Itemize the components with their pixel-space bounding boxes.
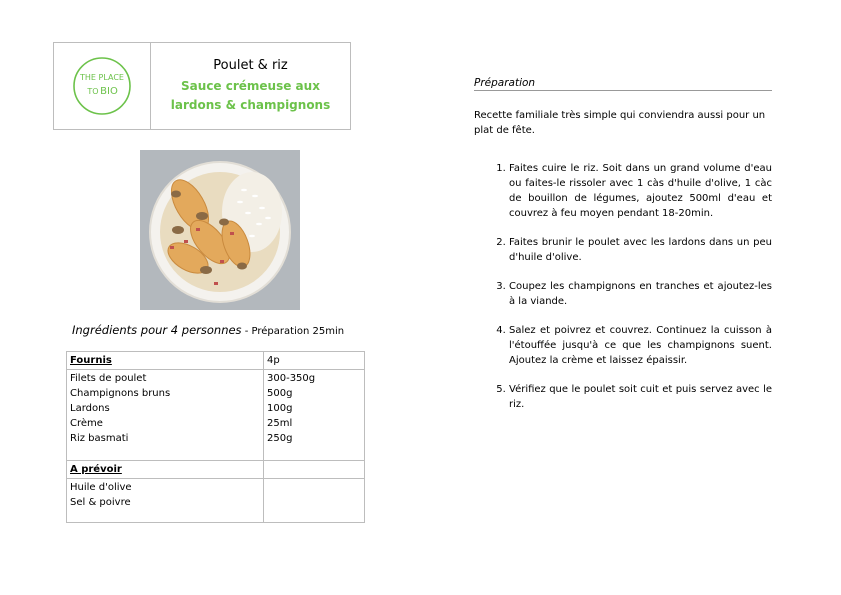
table-row	[67, 461, 365, 479]
empty-cell	[264, 461, 365, 479]
portions: 4p	[267, 355, 280, 366]
portions-cell	[264, 352, 365, 370]
ingredient-qty: 300-350g	[267, 373, 316, 384]
ingredient-name: Filets de poulet	[70, 373, 147, 384]
ingredient-qty: 100g	[267, 403, 293, 414]
prep-time: - Préparation 25min	[241, 326, 345, 337]
ingredient-name: Lardons	[70, 403, 110, 414]
preparation-step: 3. Coupez les champignons en tranches et ajoutez-les à la viande.	[509, 279, 772, 309]
table-row	[67, 352, 365, 370]
provided-label: Fournis	[70, 355, 112, 366]
preparation-intro: Recette familiale très simple qui conviendra aussi pour un plat de fête.	[474, 110, 766, 136]
logo-line-1: THE PLACE	[80, 73, 124, 82]
preparation-step: 1. Faites cuire le riz. Soit dans un grand volume d'eau ou faites-le rissoler avec 1 càs d'huile d'olive, 1 càc de bouillon de légumes, ajoutez 500ml d'eau et couvrez à feu moyen pendant 18-20min.	[509, 161, 772, 221]
brand-logo	[69, 53, 135, 119]
to-plan-item: Huile d'olive	[70, 482, 132, 493]
dish-photo	[140, 150, 300, 310]
title-cell	[151, 43, 350, 129]
preparation-step: 2. Faites brunir le poulet avec les lardons dans un peu d'huile d'olive.	[509, 235, 772, 265]
ingredient-qty: 500g	[267, 388, 293, 399]
ingredient-qty-cell	[264, 370, 365, 461]
ingredient-name: Champignons bruns	[70, 388, 171, 399]
preparation-steps	[474, 161, 772, 426]
ingredient-name: Riz basmati	[70, 433, 129, 444]
ingredient-names-cell	[67, 370, 264, 461]
to-plan-label-cell	[67, 461, 264, 479]
preparation-heading: Préparation	[474, 77, 772, 91]
preparation-step: 5. Vérifiez que le poulet soit cuit et puis servez avec le riz.	[509, 382, 772, 412]
to-plan-label: A prévoir	[70, 464, 122, 475]
preparation-step: 4. Salez et poivrez et couvrez. Continuez la cuisson à l'étouffée jusqu'à ce que les champignons suent. Ajoutez la crème et laissez épaissir.	[509, 323, 772, 368]
to-plan-items-cell	[67, 479, 264, 523]
empty-cell	[264, 479, 365, 523]
recipe-title: Poulet & riz	[213, 57, 288, 73]
table-row	[67, 479, 365, 523]
ingredients-heading-text: Ingrédients pour 4 personnes	[72, 323, 242, 337]
logo-line-2: TO	[87, 87, 99, 96]
recipe-subtitle: Sauce crémeuse aux lardons & champignons	[170, 78, 331, 112]
ingredient-qty: 250g	[267, 433, 293, 444]
to-plan-item: Sel & poivre	[70, 497, 131, 508]
ingredients-heading	[72, 323, 344, 337]
logo-line-3: BIO	[100, 86, 118, 97]
provided-label-cell	[67, 352, 264, 370]
logo-cell	[54, 43, 151, 129]
table-row	[67, 370, 365, 461]
recipe-header	[53, 42, 351, 130]
ingredients-table	[66, 351, 365, 523]
ingredient-qty: 25ml	[267, 418, 293, 429]
ingredient-name: Crème	[70, 418, 103, 429]
